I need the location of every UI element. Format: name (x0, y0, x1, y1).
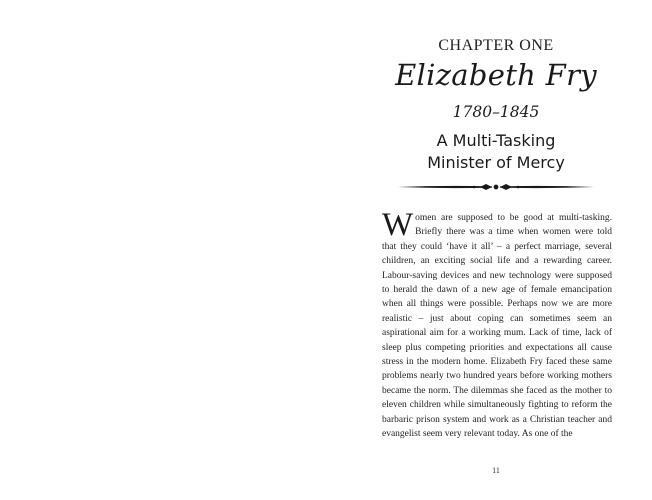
right-page (326, 0, 652, 500)
chapter-subtitle (326, 130, 652, 174)
drop-cap: W (382, 207, 414, 243)
body-text-content: omen are supposed to be good at multi-tasking. Briefly there was a time when women were told that they could ‘have it all’ – a perfect marriage, several children, an exciting social life and a rewarding career. Labour-saving devices and new technology were supposed to herald the dawn of a new age of female emancipation when all things were possible. Perhaps now we are more realistic – just about coping can sometimes seem an aspirational aim for a working mum. Lack of time, lack of sleep plus competing priorities and expectations all cause stress in the modern home. Elizabeth Fry faced these same problems nearly two hundred years before working mothers became the norm. The dilemmas she faced as the mother to eleven children while simultaneously fighting to reform the barbaric prison system and work as a Christian teacher and evangelist seem very relevant today. As one of the (382, 213, 612, 440)
chapter-label: CHAPTER ONE (438, 37, 554, 54)
subtitle-line-1: A Multi-Tasking (436, 131, 556, 150)
chapter-body-paragraph (382, 207, 612, 442)
chapter-dates: 1780–1845 (452, 103, 540, 121)
chapter-title: Elizabeth Fry (395, 58, 597, 92)
page-number: 11 (492, 466, 500, 475)
subtitle-line-2: Minister of Mercy (427, 153, 565, 172)
decorative-rule-ornament-icon (396, 181, 596, 193)
